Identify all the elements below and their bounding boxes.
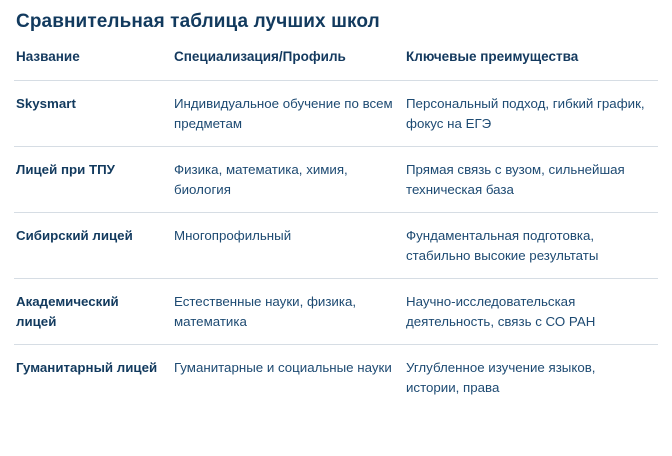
cell-specialization: Многопрофильный (172, 213, 404, 279)
column-header-advantages: Ключевые преимущества (404, 48, 658, 81)
column-header-name: Название (14, 48, 172, 81)
cell-specialization: Индивидуальное обучение по всем предметам (172, 81, 404, 147)
table-header-row (14, 48, 658, 81)
table-header (14, 48, 658, 81)
cell-school-name: Лицей при ТПУ (14, 147, 172, 213)
cell-school-name: Skysmart (14, 81, 172, 147)
table-body (14, 81, 658, 411)
cell-advantages: Углубленное изучение языков, истории, права (406, 360, 596, 395)
table-row (14, 345, 658, 411)
cell-specialization: Естественные науки, физика, математика (172, 279, 404, 345)
column-header-specialization: Специализация/Профиль (172, 48, 404, 81)
cell-specialization: Гуманитарные и социальные науки (174, 360, 392, 375)
cell-advantages: Прямая связь с вузом, сильнейшая техническая база (404, 147, 658, 213)
table-row (14, 81, 658, 147)
cell-school-name: Академический лицей (14, 279, 172, 345)
schools-comparison-table (14, 48, 658, 410)
cell-school-name: Сибирский лицей (14, 213, 172, 279)
table-row (14, 279, 658, 345)
page-title: Сравнительная таблица лучших школ (16, 11, 380, 32)
cell-advantages: Персональный подход, гибкий график, фокус на ЕГЭ (404, 81, 658, 147)
cell-school-name: Гуманитарный лицей (16, 360, 158, 375)
cell-advantages: Научно-исследовательская деятельность, связь с СО РАН (404, 279, 658, 345)
cell-specialization: Физика, математика, химия, биология (172, 147, 404, 213)
table-row (14, 147, 658, 213)
cell-advantages: Фундаментальная подготовка, стабильно высокие результаты (404, 213, 658, 279)
table-row (14, 213, 658, 279)
